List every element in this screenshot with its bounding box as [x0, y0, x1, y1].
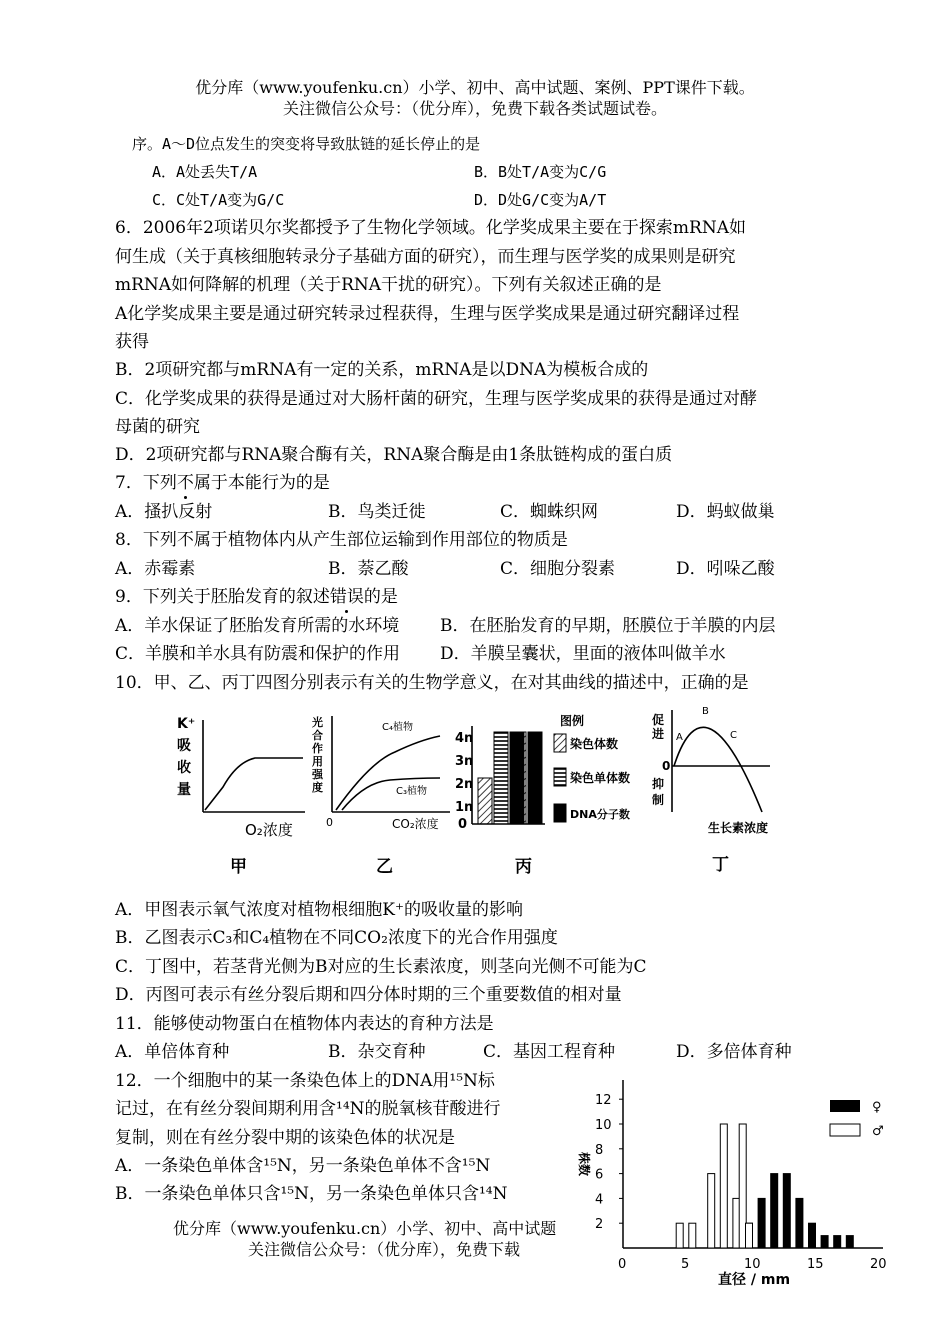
q10-option-c: C．丁图中，若茎背光侧为B对应的生长素浓度，则茎向光侧不可能为C — [115, 957, 647, 977]
q11-option-c: C．基因工程育种 — [483, 1042, 616, 1062]
figure-yi — [310, 712, 455, 847]
bing-legend-title: 图例 — [560, 714, 585, 728]
figure-jia — [175, 712, 310, 847]
q11-option-b: B．杂交育种 — [328, 1042, 426, 1062]
q7-stem-emphasis: 不 — [176, 473, 194, 493]
hist-bar-male-0 — [676, 1223, 683, 1248]
ding-ytop-0: 促 — [652, 713, 665, 727]
yi-xlabel: CO₂浓度 — [392, 817, 439, 831]
figure-ding — [650, 700, 790, 845]
bing-legend-swatch-chromatid — [554, 768, 566, 786]
q7-stem-post: 属于本能行为的是 — [193, 473, 330, 493]
hist-y-tick-10: 10 — [595, 1118, 612, 1133]
bing-legend-dna: DNA分子数 — [570, 808, 630, 821]
q7-option-b: B．鸟类迁徙 — [328, 502, 426, 522]
bing-bar-2-dna — [528, 732, 542, 824]
q5-option-d: D．D处G/C变为A/T — [474, 191, 607, 209]
hist-x-tick-10: 10 — [744, 1257, 761, 1272]
q7-option-c: C．蜘蛛织网 — [500, 502, 599, 522]
hist-legend-female: ♀ — [872, 1100, 882, 1115]
q8-option-b: B．萘乙酸 — [328, 559, 409, 579]
header-line-1: 优分库（www.youfenku.cn）小学、初中、高中试题、案例、PPT课件下载。 — [195, 78, 755, 97]
ding-zero: 0 — [662, 759, 671, 773]
bing-bar-1-chromosome — [478, 778, 492, 824]
bing-caption: 丙 — [515, 857, 532, 877]
yi-origin: 0 — [326, 816, 333, 829]
hist-x-tick-5: 5 — [681, 1257, 690, 1272]
q9-option-b: B．在胚胎发育的早期，胚膜位于羊膜的内层 — [440, 616, 776, 636]
q7-option-a: A．搔扒反射 — [115, 502, 213, 522]
bing-origin: 0 — [458, 817, 468, 832]
hist-x-tick-20: 20 — [870, 1257, 887, 1272]
ding-ybottom-1: 制 — [652, 793, 665, 807]
q6-option-a-1: A化学奖成果主要是通过研究转录过程获得，生理与医学奖成果是通过研究翻译过程 — [115, 304, 740, 324]
q10-option-d: D．丙图可表示有丝分裂后期和四分体时期的三个重要数值的相对量 — [115, 985, 622, 1005]
hist-y-tick-4: 4 — [595, 1192, 604, 1208]
q9-option-a: A．羊水保证了胚胎发育所需的水环境 — [115, 616, 400, 636]
jia-ylabel-2: 收 — [177, 760, 191, 776]
q9-stem-pre: 9．下列关于胚胎发育的叙述 — [115, 587, 330, 607]
footer-line-1: 优分库（www.youfenku.cn）小学、初中、高中试题 — [173, 1219, 557, 1238]
jia-ylabel-0: K⁺ — [177, 716, 196, 732]
q12-option-a: A．一条染色单体含¹⁵N，另一条染色单体不含¹⁵N — [115, 1156, 491, 1176]
q5-option-b: B．B处T/A变为C/G — [474, 163, 607, 181]
ding-point-a: A — [676, 732, 683, 743]
q6-option-d: D．2项研究都与RNA聚合酶有关，RNA聚合酶是由1条肽链构成的蛋白质 — [115, 445, 673, 465]
ding-ybottom-0: 抑 — [652, 777, 665, 791]
ding-point-c: C — [730, 730, 737, 741]
bing-bar-2-chromosome — [512, 732, 526, 824]
yi-ylabel-2: 作 — [312, 742, 323, 755]
hist-bar-female-6 — [758, 1198, 765, 1248]
footer-line-2: 关注微信公众号：（优分库），免费下载 — [248, 1240, 521, 1259]
q6-option-c-1: C．化学奖成果的获得是通过对大肠杆菌的研究，生理与医学奖成果的获得是通过对酵 — [115, 389, 758, 409]
ding-xlabel: 生长素浓度 — [708, 821, 769, 835]
q6-option-a-2: 获得 — [115, 332, 149, 352]
hist-y-tick-8: 8 — [595, 1142, 604, 1158]
hist-bar-male-3 — [720, 1124, 727, 1248]
hist-bar-male-15 — [746, 1223, 753, 1248]
q5-option-a: A．A处丢失T/A — [152, 163, 258, 181]
q7-stem — [115, 473, 330, 493]
hist-bar-female-9 — [796, 1198, 803, 1248]
yi-c4-label: C₄植物 — [382, 722, 413, 733]
q6-option-b: B．2项研究都与mRNA有一定的关系，mRNA是以DNA为模板合成的 — [115, 360, 649, 380]
ding-caption: 丁 — [712, 855, 729, 875]
ding-ytop-1: 进 — [652, 727, 665, 741]
hist-bar-female-12 — [834, 1236, 841, 1248]
hist-xlabel: 直径 / mm — [718, 1272, 791, 1288]
bing-legend-swatch-dna — [554, 804, 566, 822]
bing-legend-chromosome: 染色体数 — [570, 737, 619, 751]
header-line-2: 关注微信公众号：（优分库），免费下载各类试题试卷。 — [282, 99, 667, 118]
yi-ylabel-4: 强 — [312, 768, 323, 781]
jia-curve — [205, 758, 303, 810]
q9-stem — [115, 587, 398, 607]
q8-option-c: C．细胞分裂素 — [500, 559, 616, 579]
bing-tick-1n: 1n — [455, 800, 474, 815]
bing-legend-swatch-chromosome — [554, 734, 566, 752]
q12-stem-2: 记过，在有丝分裂间期利用含¹⁴N的脱氧核苷酸进行 — [115, 1099, 501, 1119]
hist-y-tick-2: 2 — [595, 1217, 604, 1233]
hist-ylabel: 株数 — [577, 1152, 591, 1177]
bing-tick-2n: 2n — [455, 777, 474, 792]
hist-bar-female-8 — [783, 1174, 790, 1248]
q7-option-d: D．蚂蚁做巢 — [676, 502, 775, 522]
q6-stem-2: 何生成（关于真核细胞转录分子基础方面的研究），而生理与医学奖的成果则是研究 — [115, 247, 736, 267]
q10-option-a: A．甲图表示氧气浓度对植物根细胞K⁺的吸收量的影响 — [115, 900, 523, 920]
diameter-histogram — [568, 1072, 903, 1290]
hist-bar-female-10 — [809, 1223, 816, 1248]
figure-bing — [450, 712, 660, 847]
q12-stem-1: 12．一个细胞中的某一条染色体上的DNA用¹⁵N标 — [115, 1071, 495, 1091]
hist-x-tick-15: 15 — [807, 1257, 824, 1272]
hist-bar-male-1 — [689, 1223, 696, 1248]
hist-legend-female-swatch — [830, 1100, 860, 1112]
bing-bar-1-chromatid — [494, 732, 508, 824]
q12-stem-3: 复制，则在有丝分裂中期的该染色体的状况是 — [115, 1128, 455, 1148]
q8-stem: 8．下列不属于植物体内从产生部位运输到作用部位的物质是 — [115, 530, 568, 550]
q10-option-b: B．乙图表示C₃和C₄植物在不同CO₂浓度下的光合作用强度 — [115, 928, 558, 948]
q5-tail: 序。A～D位点发生的突变将导致肽链的延长停止的是 — [132, 135, 481, 153]
yi-caption: 乙 — [376, 857, 393, 877]
ding-curve — [674, 727, 762, 812]
q8-option-a: A．赤霉素 — [115, 559, 196, 579]
q10-stem: 10．甲、乙、丙丁四图分别表示有关的生物学意义，在对其曲线的描述中，正确的是 — [115, 673, 749, 693]
hist-bar-male-2 — [708, 1174, 715, 1248]
hist-legend-male-swatch — [830, 1124, 860, 1136]
q9-option-c: C．羊膜和羊水具有防震和保护的作用 — [115, 644, 401, 664]
bing-legend-chromatid: 染色单体数 — [570, 771, 631, 785]
yi-ylabel-0: 光 — [312, 716, 323, 729]
q7-stem-pre: 7．下列 — [115, 473, 177, 493]
q8-option-d: D．吲哚乙酸 — [676, 559, 775, 579]
hist-y-tick-6: 6 — [595, 1167, 604, 1183]
jia-ylabel-3: 量 — [177, 782, 191, 798]
q6-option-c-2: 母菌的研究 — [115, 417, 200, 437]
jia-xlabel: O₂浓度 — [245, 821, 293, 839]
q11-stem: 11．能够使动物蛋白在植物体内表达的育种方法是 — [115, 1014, 494, 1034]
q9-stem-emphasis: 错误 — [329, 587, 364, 607]
hist-bar-female-7 — [771, 1174, 778, 1248]
hist-y-tick-12: 12 — [595, 1093, 612, 1109]
q11-option-a: A．单倍体育种 — [115, 1042, 230, 1062]
yi-ylabel-5: 度 — [312, 781, 323, 794]
bing-tick-4n: 4n — [455, 731, 474, 746]
q11-option-d: D．多倍体育种 — [676, 1042, 792, 1062]
jia-caption: 甲 — [230, 857, 247, 877]
q6-stem-3: mRNA如何降解的机理（关于RNA干扰的研究）。下列有关叙述正确的是 — [115, 275, 662, 295]
yi-c3-label: C₃植物 — [396, 786, 427, 797]
yi-ylabel-1: 合 — [312, 729, 323, 742]
yi-ylabel-3: 用 — [312, 755, 323, 768]
q6-stem-1: 6．2006年2项诺贝尔奖都授予了生物化学领域。化学奖成果主要在于探索mRNA如 — [115, 218, 746, 238]
hist-legend-male: ♂ — [872, 1124, 884, 1139]
hist-bar-female-13 — [846, 1236, 853, 1248]
ding-point-b: B — [702, 706, 709, 717]
bing-tick-3n: 3n — [455, 754, 474, 769]
q9-option-d: D．羊膜呈囊状，里面的液体叫做羊水 — [440, 644, 726, 664]
hist-bar-female-11 — [821, 1236, 828, 1248]
hist-x-tick-0: 0 — [618, 1257, 627, 1272]
jia-ylabel-1: 吸 — [177, 738, 191, 754]
q9-stem-post: 的是 — [363, 587, 398, 607]
q5-option-c: C．C处T/A变为G/C — [152, 191, 285, 209]
q12-option-b: B．一条染色单体只含¹⁵N，另一条染色单体只含¹⁴N — [115, 1184, 508, 1204]
